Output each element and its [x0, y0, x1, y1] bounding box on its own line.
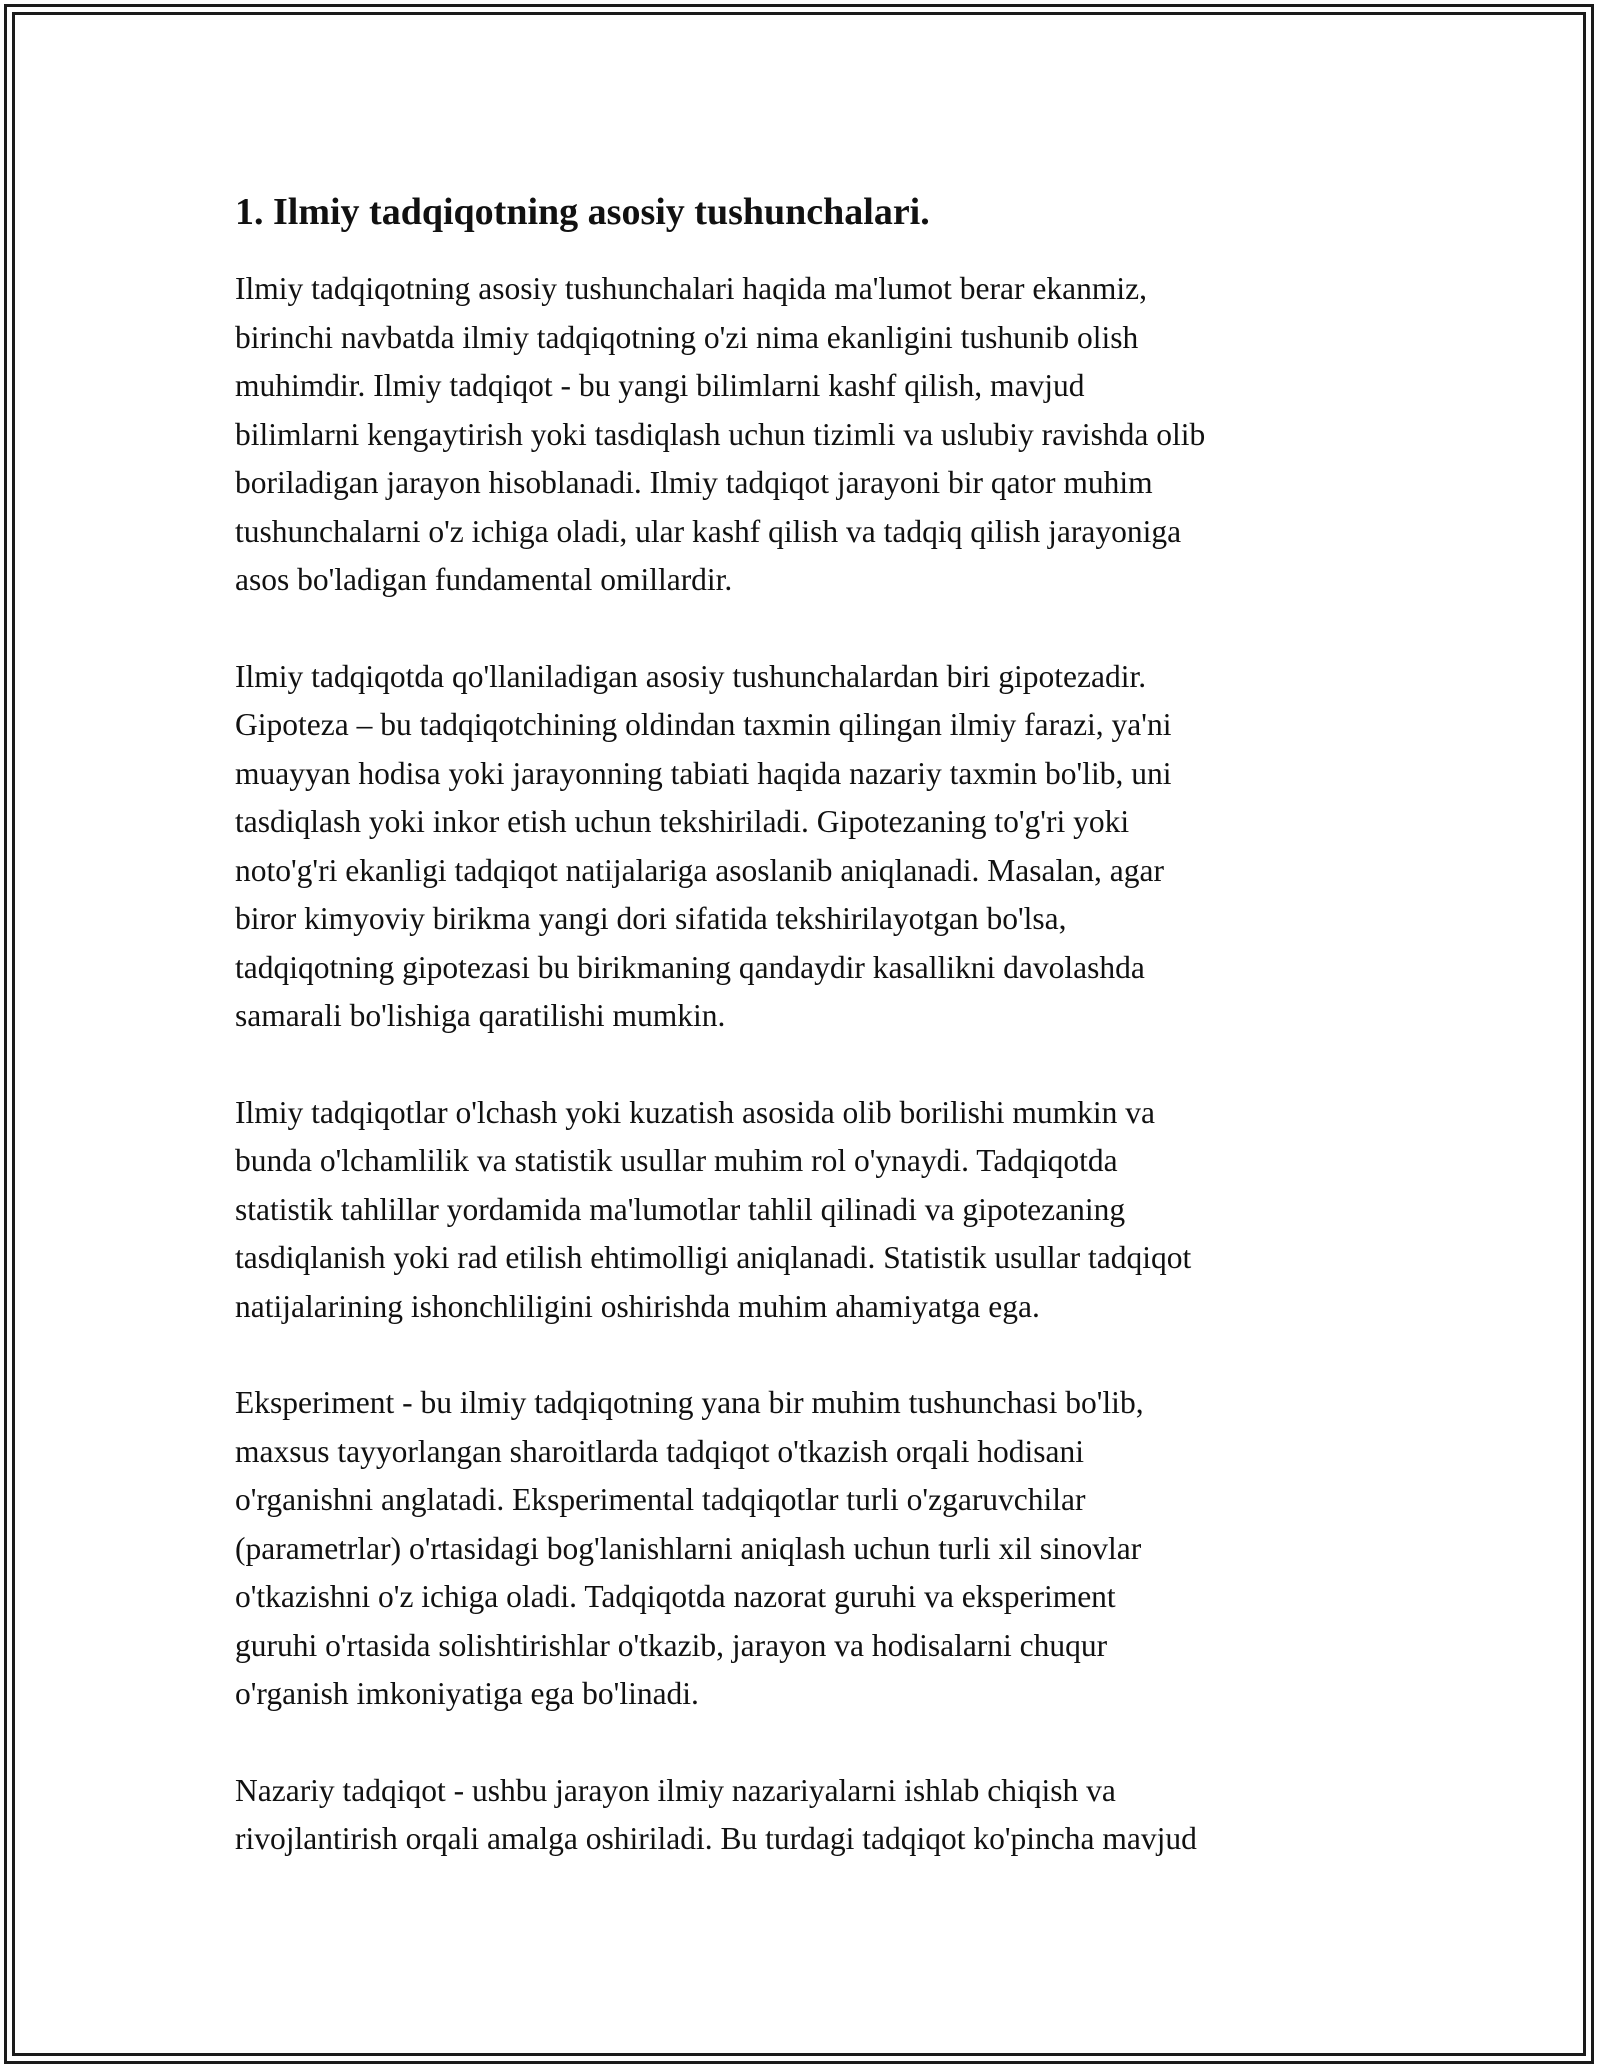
text-line: muayyan hodisa yoki jarayonning tabiati haqida nazariy taxmin bo'lib, uni — [235, 755, 1172, 791]
text-line: Ilmiy tadqiqotlar o'lchash yoki kuzatish asosida olib borilishi mumkin va — [235, 1094, 1155, 1130]
text-line: tushunchalarni o'z ichiga oladi, ular kashf qilish va tadqiq qilish jarayoniga — [235, 513, 1182, 549]
text-line: statistik tahlillar yordamida ma'lumotlar tahlil qilinadi va gipotezaning — [235, 1191, 1126, 1227]
text-line: Nazariy tadqiqot - ushbu jarayon ilmiy nazariyalarni ishlab chiqish va — [235, 1772, 1116, 1808]
text-line: boriladigan jarayon hisoblanadi. Ilmiy tadqiqot jarayoni bir qator muhim — [235, 465, 1153, 500]
text-line: Eksperiment - bu ilmiy tadqiqotning yana bir muhim tushunchasi bo'lib, — [235, 1385, 1144, 1420]
text-line: maxsus tayyorlangan sharoitlarda tadqiqot o'tkazish orqali hodisani — [235, 1433, 1084, 1469]
text-line: asos bo'ladigan fundamental omillardir. — [235, 562, 733, 597]
text-line: birinchi navbatda ilmiy tadqiqotning o'zi nima ekanligini tushunib olish — [235, 319, 1139, 355]
text-line: o'rganishni anglatadi. Eksperimental tadqiqotlar turli o'zgaruvchilar — [235, 1482, 1086, 1517]
text-line: Ilmiy tadqiqotda qo'llaniladigan asosiy tushunchalardan biri gipotezadir. — [235, 658, 1147, 694]
paragraph-statistics — [235, 1089, 1380, 1332]
paragraph-hypothesis — [235, 653, 1380, 1041]
text-line: o'rganish imkoniyatiga ega bo'linadi. — [235, 1676, 699, 1711]
paragraph-theoretical-research — [235, 1767, 1380, 1864]
paragraph-experiment — [235, 1379, 1380, 1719]
text-line: tadqiqotning gipotezasi bu birikmaning qandaydir kasallikni davolashda — [235, 949, 1145, 985]
text-line: o'tkazishni o'z ichiga oladi. Tadqiqotda nazorat guruhi va eksperiment — [235, 1579, 1116, 1614]
text-line: samarali bo'lishiga qaratilishi mumkin. — [235, 998, 726, 1033]
text-line: rivojlantirish orqali amalga oshiriladi. Bu turdagi tadqiqot ko'pincha mavjud — [235, 1821, 1197, 1856]
text-line: muhimdir. Ilmiy tadqiqot - bu yangi bilimlarni kashf qilish, mavjud — [235, 368, 1085, 403]
text-line: Ilmiy tadqiqotning asosiy tushunchalari haqida ma'lumot berar ekanmiz, — [235, 271, 1147, 306]
paragraph-research-definition — [235, 265, 1380, 605]
text-line: natijalarining ishonchliligini oshirishda muhim ahamiyatga ega. — [235, 1288, 1040, 1324]
document-body — [235, 188, 1380, 1912]
text-line: (parametrlar) o'rtasidagi bog'lanishlarni aniqlash uchun turli xil sinovlar — [235, 1530, 1142, 1566]
text-line: biror kimyoviy birikma yangi dori sifatida tekshirilayotgan bo'lsa, — [235, 901, 1067, 936]
text-line: guruhi o'rtasida solishtirishlar o'tkazib, jarayon va hodisalarni chuqur — [235, 1627, 1108, 1663]
text-line: Gipoteza – bu tadqiqotchining oldindan taxmin qilingan ilmiy farazi, ya'ni — [235, 707, 1172, 742]
section-heading: 1. Ilmiy tadqiqotning asosiy tushunchalari. — [235, 191, 930, 233]
text-line: noto'g'ri ekanligi tadqiqot natijalariga asoslanib aniqlanadi. Masalan, agar — [235, 852, 1164, 888]
text-line: bilimlarni kengaytirish yoki tasdiqlash uchun tizimli va uslubiy ravishda olib — [235, 416, 1206, 452]
text-line: tasdiqlash yoki inkor etish uchun tekshiriladi. Gipotezaning to'g'ri yoki — [235, 804, 1130, 839]
text-line: bunda o'lchamlilik va statistik usullar muhim rol o'ynaydi. Tadqiqotda — [235, 1143, 1118, 1178]
text-line: tasdiqlanish yoki rad etilish ehtimolligi aniqlanadi. Statistik usullar tadqiqot — [235, 1240, 1192, 1275]
